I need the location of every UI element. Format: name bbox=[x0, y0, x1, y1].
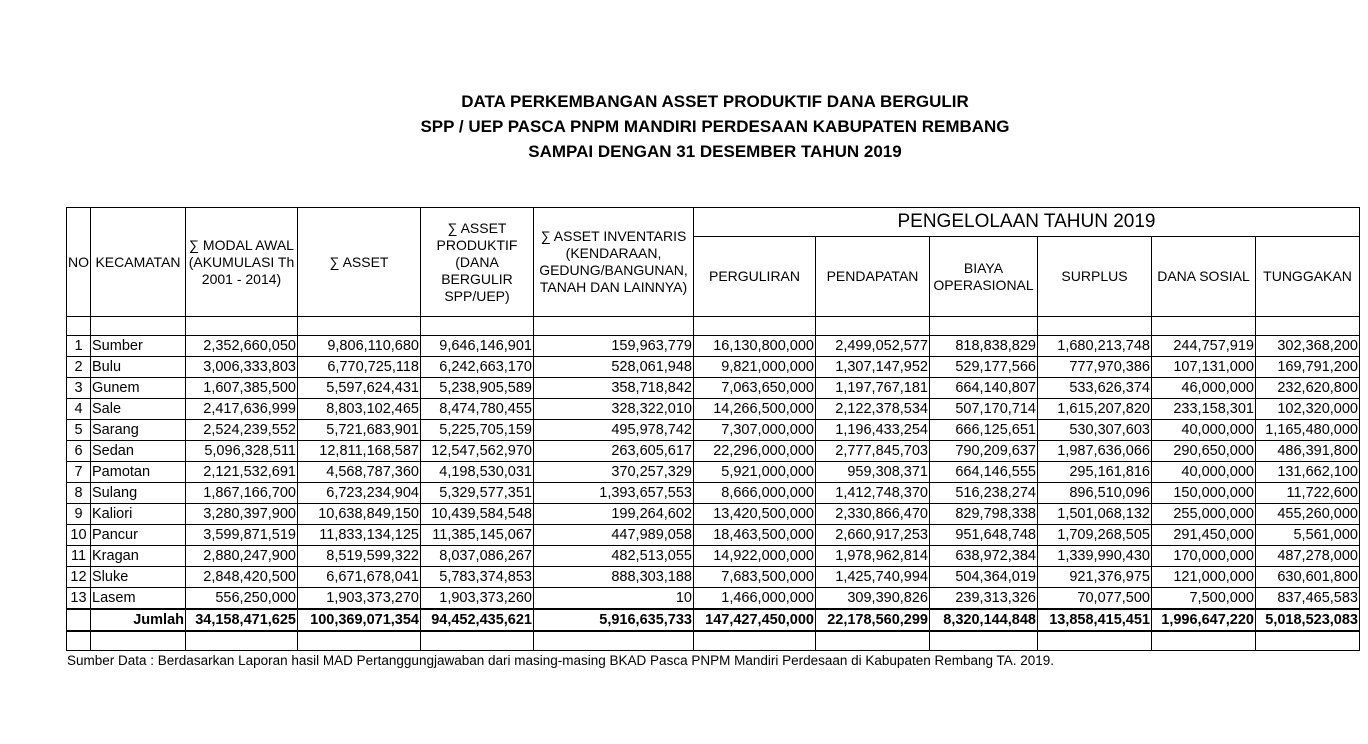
cell-asset-produktif: 10,439,584,548 bbox=[421, 504, 534, 525]
cell-modal-awal: 2,352,660,050 bbox=[186, 336, 298, 357]
cell-modal-awal: 34,158,471,625 bbox=[186, 609, 298, 631]
cell-asset-inventaris: 495,978,742 bbox=[534, 420, 694, 441]
cell-biaya-operasional: 664,146,555 bbox=[930, 462, 1038, 483]
cell-surplus: 70,077,500 bbox=[1038, 588, 1152, 610]
cell-modal-awal: 3,280,397,900 bbox=[186, 504, 298, 525]
cell-kecamatan: Sulang bbox=[91, 483, 186, 504]
asset-table bbox=[66, 207, 1360, 651]
cell-biaya-operasional: 8,320,144,848 bbox=[930, 609, 1038, 631]
cell-biaya-operasional: 516,238,274 bbox=[930, 483, 1038, 504]
cell-no: 7 bbox=[67, 462, 91, 483]
cell-asset-inventaris: 888,303,188 bbox=[534, 567, 694, 588]
cell-asset: 5,597,624,431 bbox=[298, 378, 421, 399]
cell-asset-inventaris: 159,963,779 bbox=[534, 336, 694, 357]
source-note: Sumber Data : Berdasarkan Laporan hasil MAD Pertanggungjawaban dari masing-masing BKAD Pasca PNPM Mandiri Perdesaan di Kabupaten Rembang TA. 2019. bbox=[67, 653, 1055, 668]
cell-no: 12 bbox=[67, 567, 91, 588]
cell-no: 6 bbox=[67, 441, 91, 462]
cell-pendapatan: 2,777,845,703 bbox=[816, 441, 930, 462]
cell-surplus: 896,510,096 bbox=[1038, 483, 1152, 504]
cell-biaya-operasional: 638,972,384 bbox=[930, 546, 1038, 567]
header-asset-inventaris: ∑ ASSET INVENTARIS (KENDARAAN, GEDUNG/BANGUNAN, TANAH DAN LAINNYA) bbox=[534, 208, 694, 317]
table-row bbox=[67, 441, 1360, 462]
cell-asset-inventaris: 328,322,010 bbox=[534, 399, 694, 420]
cell-modal-awal: 2,880,247,900 bbox=[186, 546, 298, 567]
cell-perguliran: 14,922,000,000 bbox=[694, 546, 816, 567]
header-dana-sosial: DANA SOSIAL bbox=[1152, 237, 1256, 317]
cell-tunggakan: 131,662,100 bbox=[1256, 462, 1360, 483]
cell-kecamatan: Jumlah bbox=[91, 609, 186, 631]
cell-asset: 4,568,787,360 bbox=[298, 462, 421, 483]
cell-modal-awal: 5,096,328,511 bbox=[186, 441, 298, 462]
cell-dana-sosial: 150,000,000 bbox=[1152, 483, 1256, 504]
cell-asset-produktif: 9,646,146,901 bbox=[421, 336, 534, 357]
cell-pendapatan: 959,308,371 bbox=[816, 462, 930, 483]
cell-perguliran: 18,463,500,000 bbox=[694, 525, 816, 546]
cell-pendapatan: 1,197,767,181 bbox=[816, 378, 930, 399]
cell-dana-sosial: 291,450,000 bbox=[1152, 525, 1256, 546]
table-row bbox=[67, 357, 1360, 378]
cell-dana-sosial: 1,996,647,220 bbox=[1152, 609, 1256, 631]
cell-no: 3 bbox=[67, 378, 91, 399]
table-row bbox=[67, 483, 1360, 504]
cell-tunggakan: 455,260,000 bbox=[1256, 504, 1360, 525]
cell-biaya-operasional: 666,125,651 bbox=[930, 420, 1038, 441]
cell-modal-awal: 2,417,636,999 bbox=[186, 399, 298, 420]
cell-tunggakan: 630,601,800 bbox=[1256, 567, 1360, 588]
header-kecamatan: KECAMATAN bbox=[91, 208, 186, 317]
cell-asset-inventaris: 482,513,055 bbox=[534, 546, 694, 567]
table-row bbox=[67, 546, 1360, 567]
cell-tunggakan: 486,391,800 bbox=[1256, 441, 1360, 462]
cell-tunggakan: 837,465,583 bbox=[1256, 588, 1360, 610]
cell-perguliran: 16,130,800,000 bbox=[694, 336, 816, 357]
cell-kecamatan: Bulu bbox=[91, 357, 186, 378]
table-row bbox=[67, 420, 1360, 441]
cell-asset-produktif: 5,329,577,351 bbox=[421, 483, 534, 504]
cell-tunggakan: 169,791,200 bbox=[1256, 357, 1360, 378]
cell-modal-awal: 2,848,420,500 bbox=[186, 567, 298, 588]
cell-kecamatan: Gunem bbox=[91, 378, 186, 399]
cell-asset-produktif: 5,238,905,589 bbox=[421, 378, 534, 399]
table-row bbox=[67, 525, 1360, 546]
cell-no: 1 bbox=[67, 336, 91, 357]
cell-modal-awal: 1,867,166,700 bbox=[186, 483, 298, 504]
cell-dana-sosial: 7,500,000 bbox=[1152, 588, 1256, 610]
cell-asset: 8,803,102,465 bbox=[298, 399, 421, 420]
cell-kecamatan: Sluke bbox=[91, 567, 186, 588]
total-row bbox=[67, 609, 1360, 631]
cell-surplus: 13,858,415,451 bbox=[1038, 609, 1152, 631]
table-row bbox=[67, 504, 1360, 525]
cell-asset-produktif: 94,452,435,621 bbox=[421, 609, 534, 631]
header-pendapatan: PENDAPATAN bbox=[816, 237, 930, 317]
cell-pendapatan: 1,425,740,994 bbox=[816, 567, 930, 588]
cell-modal-awal: 2,121,532,691 bbox=[186, 462, 298, 483]
cell-no: 4 bbox=[67, 399, 91, 420]
cell-perguliran: 14,266,500,000 bbox=[694, 399, 816, 420]
cell-pendapatan: 22,178,560,299 bbox=[816, 609, 930, 631]
cell-tunggakan: 5,018,523,083 bbox=[1256, 609, 1360, 631]
header-no: NO bbox=[67, 208, 91, 317]
cell-pendapatan: 309,390,826 bbox=[816, 588, 930, 610]
cell-asset-produktif: 4,198,530,031 bbox=[421, 462, 534, 483]
cell-biaya-operasional: 951,648,748 bbox=[930, 525, 1038, 546]
cell-asset-inventaris: 199,264,602 bbox=[534, 504, 694, 525]
cell-no: 8 bbox=[67, 483, 91, 504]
cell-dana-sosial: 40,000,000 bbox=[1152, 420, 1256, 441]
cell-surplus: 1,501,068,132 bbox=[1038, 504, 1152, 525]
cell-kecamatan: Sedan bbox=[91, 441, 186, 462]
header-modal-awal: ∑ MODAL AWAL (AKUMULASI Th 2001 - 2014) bbox=[186, 208, 298, 317]
cell-surplus: 1,987,636,066 bbox=[1038, 441, 1152, 462]
cell-biaya-operasional: 507,170,714 bbox=[930, 399, 1038, 420]
cell-asset-produktif: 5,225,705,159 bbox=[421, 420, 534, 441]
cell-pendapatan: 2,330,866,470 bbox=[816, 504, 930, 525]
header-tunggakan: TUNGGAKAN bbox=[1256, 237, 1360, 317]
cell-asset: 8,519,599,322 bbox=[298, 546, 421, 567]
cell-surplus: 530,307,603 bbox=[1038, 420, 1152, 441]
cell-dana-sosial: 290,650,000 bbox=[1152, 441, 1256, 462]
cell-modal-awal: 556,250,000 bbox=[186, 588, 298, 610]
cell-dana-sosial: 170,000,000 bbox=[1152, 546, 1256, 567]
cell-tunggakan: 102,320,000 bbox=[1256, 399, 1360, 420]
cell-asset: 6,671,678,041 bbox=[298, 567, 421, 588]
cell-asset-inventaris: 358,718,842 bbox=[534, 378, 694, 399]
cell-biaya-operasional: 504,364,019 bbox=[930, 567, 1038, 588]
header-asset: ∑ ASSET bbox=[298, 208, 421, 317]
cell-surplus: 1,709,268,505 bbox=[1038, 525, 1152, 546]
cell-kecamatan: Kragan bbox=[91, 546, 186, 567]
cell-tunggakan: 232,620,800 bbox=[1256, 378, 1360, 399]
cell-pendapatan: 1,978,962,814 bbox=[816, 546, 930, 567]
cell-tunggakan: 5,561,000 bbox=[1256, 525, 1360, 546]
report-title-line-3: SAMPAI DENGAN 31 DESEMBER TAHUN 2019 bbox=[528, 142, 902, 161]
table-row bbox=[67, 567, 1360, 588]
cell-dana-sosial: 121,000,000 bbox=[1152, 567, 1256, 588]
cell-tunggakan: 1,165,480,000 bbox=[1256, 420, 1360, 441]
cell-kecamatan: Kaliori bbox=[91, 504, 186, 525]
cell-perguliran: 5,921,000,000 bbox=[694, 462, 816, 483]
table-row bbox=[67, 399, 1360, 420]
cell-no: 11 bbox=[67, 546, 91, 567]
header-biaya-operasional: BIAYA OPERASIONAL bbox=[930, 237, 1038, 317]
cell-dana-sosial: 40,000,000 bbox=[1152, 462, 1256, 483]
cell-modal-awal: 3,599,871,519 bbox=[186, 525, 298, 546]
cell-perguliran: 9,821,000,000 bbox=[694, 357, 816, 378]
cell-surplus: 533,626,374 bbox=[1038, 378, 1152, 399]
cell-asset-inventaris: 370,257,329 bbox=[534, 462, 694, 483]
table-row bbox=[67, 336, 1360, 357]
table-row bbox=[67, 378, 1360, 399]
cell-biaya-operasional: 239,313,326 bbox=[930, 588, 1038, 610]
cell-surplus: 777,970,386 bbox=[1038, 357, 1152, 378]
cell-asset-inventaris: 1,393,657,553 bbox=[534, 483, 694, 504]
cell-asset-inventaris: 5,916,635,733 bbox=[534, 609, 694, 631]
cell-pendapatan: 1,196,433,254 bbox=[816, 420, 930, 441]
cell-asset-inventaris: 10 bbox=[534, 588, 694, 610]
cell-biaya-operasional: 529,177,566 bbox=[930, 357, 1038, 378]
cell-asset: 10,638,849,150 bbox=[298, 504, 421, 525]
cell-biaya-operasional: 818,838,829 bbox=[930, 336, 1038, 357]
cell-asset-produktif: 12,547,562,970 bbox=[421, 441, 534, 462]
cell-no bbox=[67, 609, 91, 631]
cell-surplus: 1,615,207,820 bbox=[1038, 399, 1152, 420]
cell-biaya-operasional: 790,209,637 bbox=[930, 441, 1038, 462]
cell-dana-sosial: 255,000,000 bbox=[1152, 504, 1256, 525]
table-row bbox=[67, 462, 1360, 483]
cell-no: 5 bbox=[67, 420, 91, 441]
cell-perguliran: 7,683,500,000 bbox=[694, 567, 816, 588]
cell-pendapatan: 2,122,378,534 bbox=[816, 399, 930, 420]
cell-asset: 12,811,168,587 bbox=[298, 441, 421, 462]
cell-asset: 1,903,373,270 bbox=[298, 588, 421, 610]
cell-tunggakan: 302,368,200 bbox=[1256, 336, 1360, 357]
header-surplus: SURPLUS bbox=[1038, 237, 1152, 317]
header-pengelolaan: PENGELOLAAN TAHUN 2019 bbox=[694, 208, 1360, 237]
cell-surplus: 295,161,816 bbox=[1038, 462, 1152, 483]
cell-asset-inventaris: 447,989,058 bbox=[534, 525, 694, 546]
cell-perguliran: 147,427,450,000 bbox=[694, 609, 816, 631]
cell-perguliran: 1,466,000,000 bbox=[694, 588, 816, 610]
cell-asset-inventaris: 263,605,617 bbox=[534, 441, 694, 462]
cell-dana-sosial: 46,000,000 bbox=[1152, 378, 1256, 399]
cell-asset: 6,723,234,904 bbox=[298, 483, 421, 504]
report-title-line-1: DATA PERKEMBANGAN ASSET PRODUKTIF DANA BERGULIR bbox=[461, 92, 969, 111]
cell-biaya-operasional: 664,140,807 bbox=[930, 378, 1038, 399]
cell-asset-produktif: 5,783,374,853 bbox=[421, 567, 534, 588]
cell-perguliran: 7,307,000,000 bbox=[694, 420, 816, 441]
cell-pendapatan: 2,499,052,577 bbox=[816, 336, 930, 357]
cell-kecamatan: Lasem bbox=[91, 588, 186, 610]
cell-asset: 11,833,134,125 bbox=[298, 525, 421, 546]
cell-surplus: 1,680,213,748 bbox=[1038, 336, 1152, 357]
cell-asset-produktif: 1,903,373,260 bbox=[421, 588, 534, 610]
cell-kecamatan: Pancur bbox=[91, 525, 186, 546]
cell-no: 10 bbox=[67, 525, 91, 546]
cell-asset: 6,770,725,118 bbox=[298, 357, 421, 378]
cell-kecamatan: Pamotan bbox=[91, 462, 186, 483]
cell-tunggakan: 11,722,600 bbox=[1256, 483, 1360, 504]
cell-asset-produktif: 8,474,780,455 bbox=[421, 399, 534, 420]
spacer-row-top bbox=[67, 317, 1360, 336]
cell-pendapatan: 1,412,748,370 bbox=[816, 483, 930, 504]
cell-asset-inventaris: 528,061,948 bbox=[534, 357, 694, 378]
cell-perguliran: 8,666,000,000 bbox=[694, 483, 816, 504]
cell-asset-produktif: 8,037,086,267 bbox=[421, 546, 534, 567]
cell-tunggakan: 487,278,000 bbox=[1256, 546, 1360, 567]
cell-modal-awal: 1,607,385,500 bbox=[186, 378, 298, 399]
cell-kecamatan: Sumber bbox=[91, 336, 186, 357]
cell-perguliran: 13,420,500,000 bbox=[694, 504, 816, 525]
header-perguliran: PERGULIRAN bbox=[694, 237, 816, 317]
cell-biaya-operasional: 829,798,338 bbox=[930, 504, 1038, 525]
report-title-line-2: SPP / UEP PASCA PNPM MANDIRI PERDESAAN KABUPATEN REMBANG bbox=[420, 117, 1010, 136]
cell-dana-sosial: 233,158,301 bbox=[1152, 399, 1256, 420]
header-asset-produktif: ∑ ASSET PRODUKTIF (DANA BERGULIR SPP/UEP) bbox=[421, 208, 534, 317]
cell-asset-produktif: 6,242,663,170 bbox=[421, 357, 534, 378]
cell-kecamatan: Sale bbox=[91, 399, 186, 420]
cell-modal-awal: 3,006,333,803 bbox=[186, 357, 298, 378]
cell-dana-sosial: 107,131,000 bbox=[1152, 357, 1256, 378]
cell-no: 9 bbox=[67, 504, 91, 525]
cell-asset: 100,369,071,354 bbox=[298, 609, 421, 631]
spacer-row-bottom bbox=[67, 631, 1360, 651]
table-row bbox=[67, 588, 1360, 610]
cell-pendapatan: 2,660,917,253 bbox=[816, 525, 930, 546]
cell-pendapatan: 1,307,147,952 bbox=[816, 357, 930, 378]
cell-no: 2 bbox=[67, 357, 91, 378]
cell-asset: 9,806,110,680 bbox=[298, 336, 421, 357]
cell-no: 13 bbox=[67, 588, 91, 610]
cell-surplus: 1,339,990,430 bbox=[1038, 546, 1152, 567]
cell-modal-awal: 2,524,239,552 bbox=[186, 420, 298, 441]
cell-surplus: 921,376,975 bbox=[1038, 567, 1152, 588]
cell-asset: 5,721,683,901 bbox=[298, 420, 421, 441]
cell-dana-sosial: 244,757,919 bbox=[1152, 336, 1256, 357]
cell-perguliran: 7,063,650,000 bbox=[694, 378, 816, 399]
cell-perguliran: 22,296,000,000 bbox=[694, 441, 816, 462]
cell-asset-produktif: 11,385,145,067 bbox=[421, 525, 534, 546]
cell-kecamatan: Sarang bbox=[91, 420, 186, 441]
